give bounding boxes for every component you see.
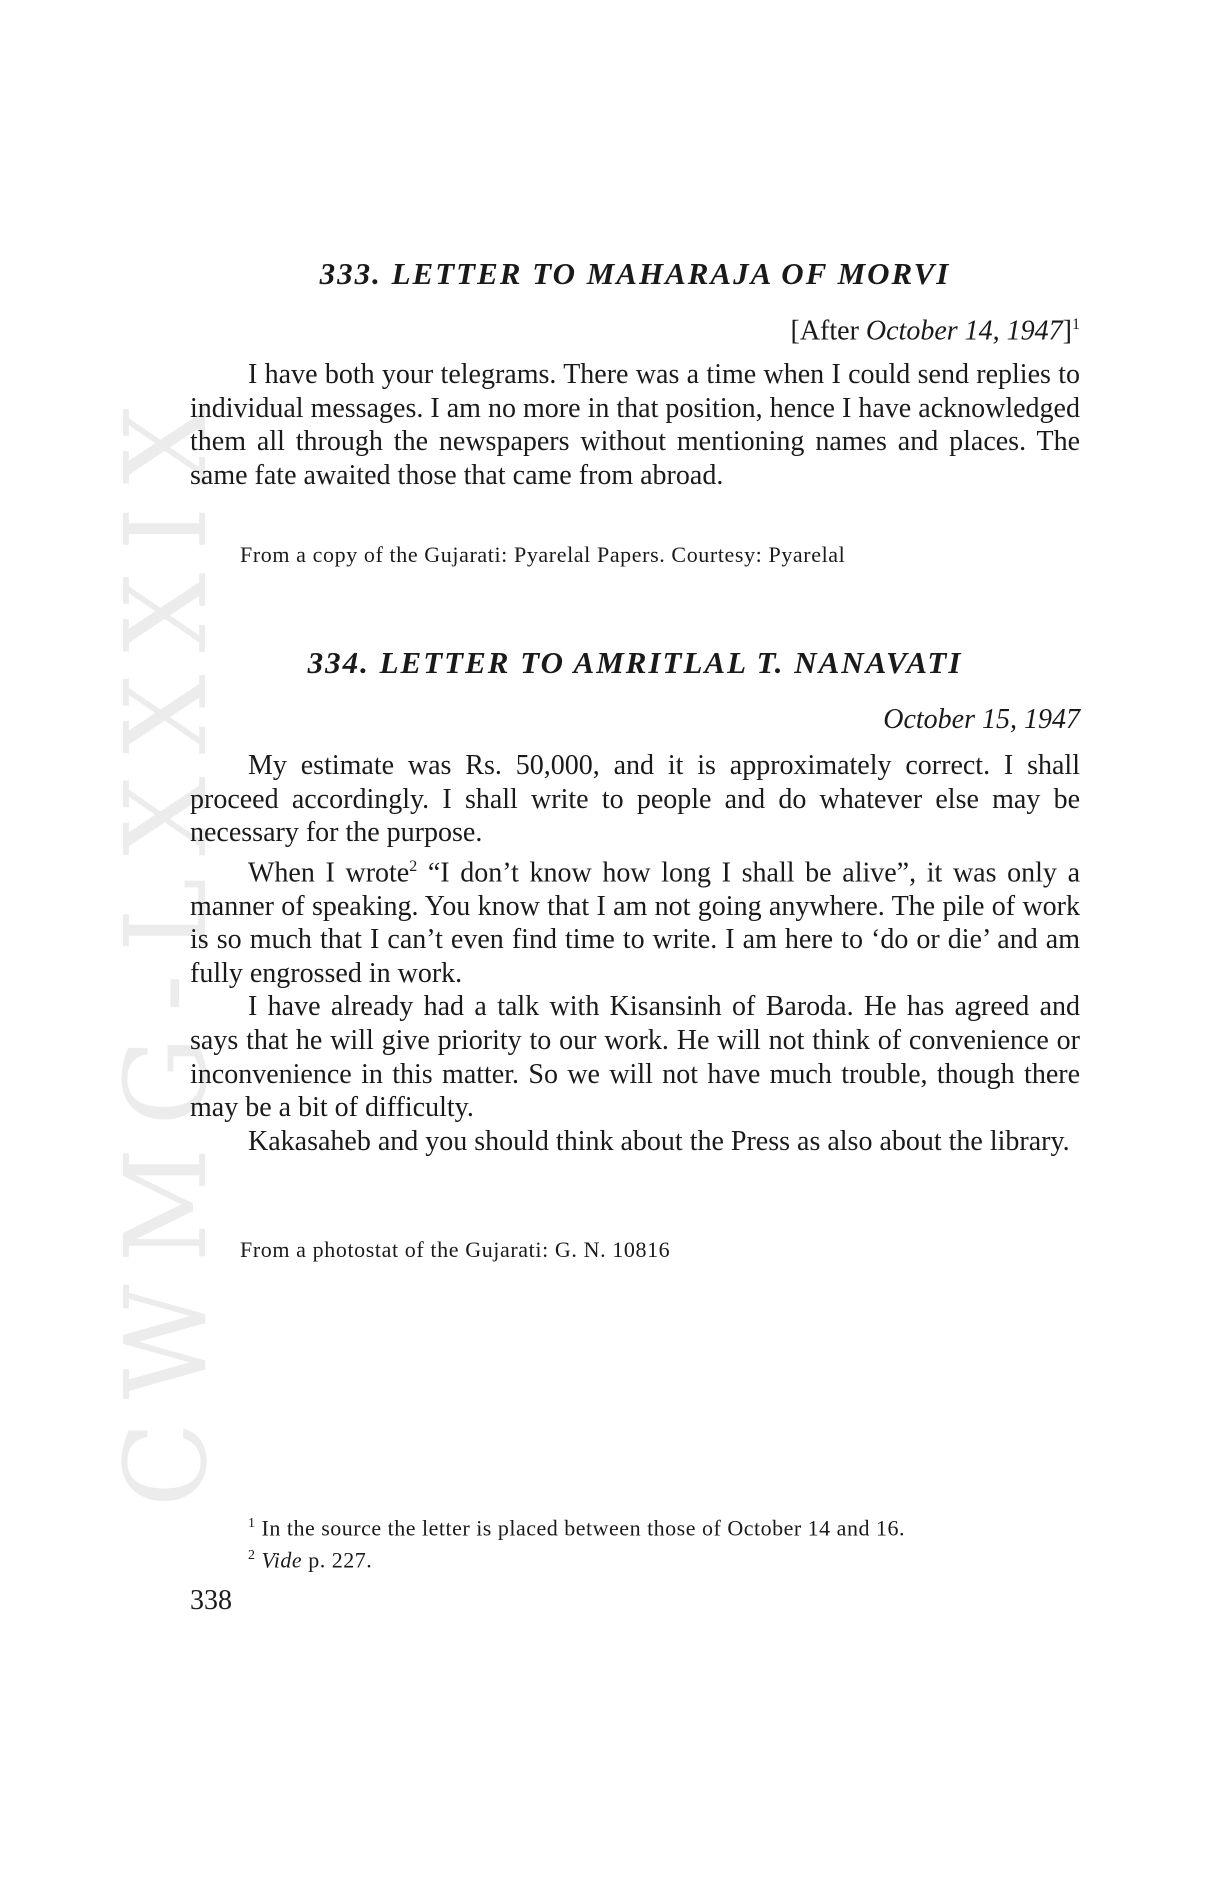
letter-334-number: 334. <box>307 645 370 680</box>
footnote-1 <box>248 1510 1080 1542</box>
footnote-2-italic: Vide <box>261 1547 303 1573</box>
letter-334-date: October 15, 1947 <box>883 704 1080 735</box>
footnote-ref-1: 1 <box>1072 316 1080 333</box>
letter-334-paragraph-3: I have already had a talk with Kisansinh of Baroda. He has agreed and says that he will give priority to our work. He will not think of convenience or inconvenience in this matter. So we will not have much trouble, though there may be a bit of difficulty. <box>190 991 1080 1124</box>
page-number: 338 <box>190 1585 232 1616</box>
letter-334 <box>190 647 1080 678</box>
footnote-1-mark: 1 <box>248 1516 256 1531</box>
letter-333-dateline <box>190 317 1080 345</box>
footnote-1-text: In the source the letter is placed between those of October 14 and 16. <box>261 1515 905 1541</box>
letter-333-source: From a copy of the Gujarati: Pyarelal Papers. Courtesy: Pyarelal <box>240 542 846 567</box>
letter-334-source: From a photostat of the Gujarati: G. N. 10816 <box>240 1237 671 1262</box>
letter-334-paragraph-4: Kakasaheb and you should think about the Press as also about the library. <box>248 1125 1070 1157</box>
letter-334-body <box>190 749 1080 1158</box>
watermark-text: CWMG-LXXXIX <box>102 382 232 1508</box>
letter-333-date-suffix: ] <box>1062 315 1072 347</box>
letter-333-number: 333. <box>319 256 382 291</box>
letter-333-source-wrap <box>190 544 1080 566</box>
letter-334-paragraph-2 <box>190 850 1080 991</box>
footnotes <box>248 1510 1080 1575</box>
letter-334-dateline <box>190 706 1080 734</box>
footnote-2-text: p. 227. <box>302 1547 373 1573</box>
letter-334-title: LETTER TO AMRITLAL T. NANAVATI <box>379 645 963 680</box>
letter-333-date-prefix: [After <box>790 315 866 347</box>
letter-334-source-wrap <box>190 1239 1080 1261</box>
letter-333 <box>190 258 1080 289</box>
letter-333-paragraph: I have both your telegrams. There was a time when I could send replies to individual messages. I am no more in that position, hence I have acknowledged them all through the newspapers without mentioning names and places. The same fate awaited those that came from abroad. <box>190 359 1080 491</box>
letter-333-heading <box>190 258 1080 289</box>
paragraph-2-start: When I wrote <box>248 857 410 889</box>
footnote-ref-2: 2 <box>409 857 418 875</box>
letter-334-paragraph-1: My estimate was Rs. 50,000, and it is approximately correct. I shall proceed accordingly. I shall write to people and do whatever else may be necessary for the purpose. <box>190 750 1080 849</box>
letter-334-heading <box>190 647 1080 678</box>
letter-333-title: LETTER TO MAHARAJA OF MORVI <box>391 256 951 291</box>
footnote-2-mark: 2 <box>248 1548 256 1564</box>
paragraph-2-rest: “I don’t know how long I shall be alive”, it was only a manner of speaking. You know that I am not going anywhere. The pile of work is so much that I can’t even find time to write. I am here to ‘do or die’ and am fully engrossed in work. <box>190 857 1081 989</box>
footnote-2 <box>248 1542 1080 1574</box>
letter-333-body <box>190 358 1080 492</box>
letter-333-date: October 14, 1947 <box>865 315 1063 347</box>
